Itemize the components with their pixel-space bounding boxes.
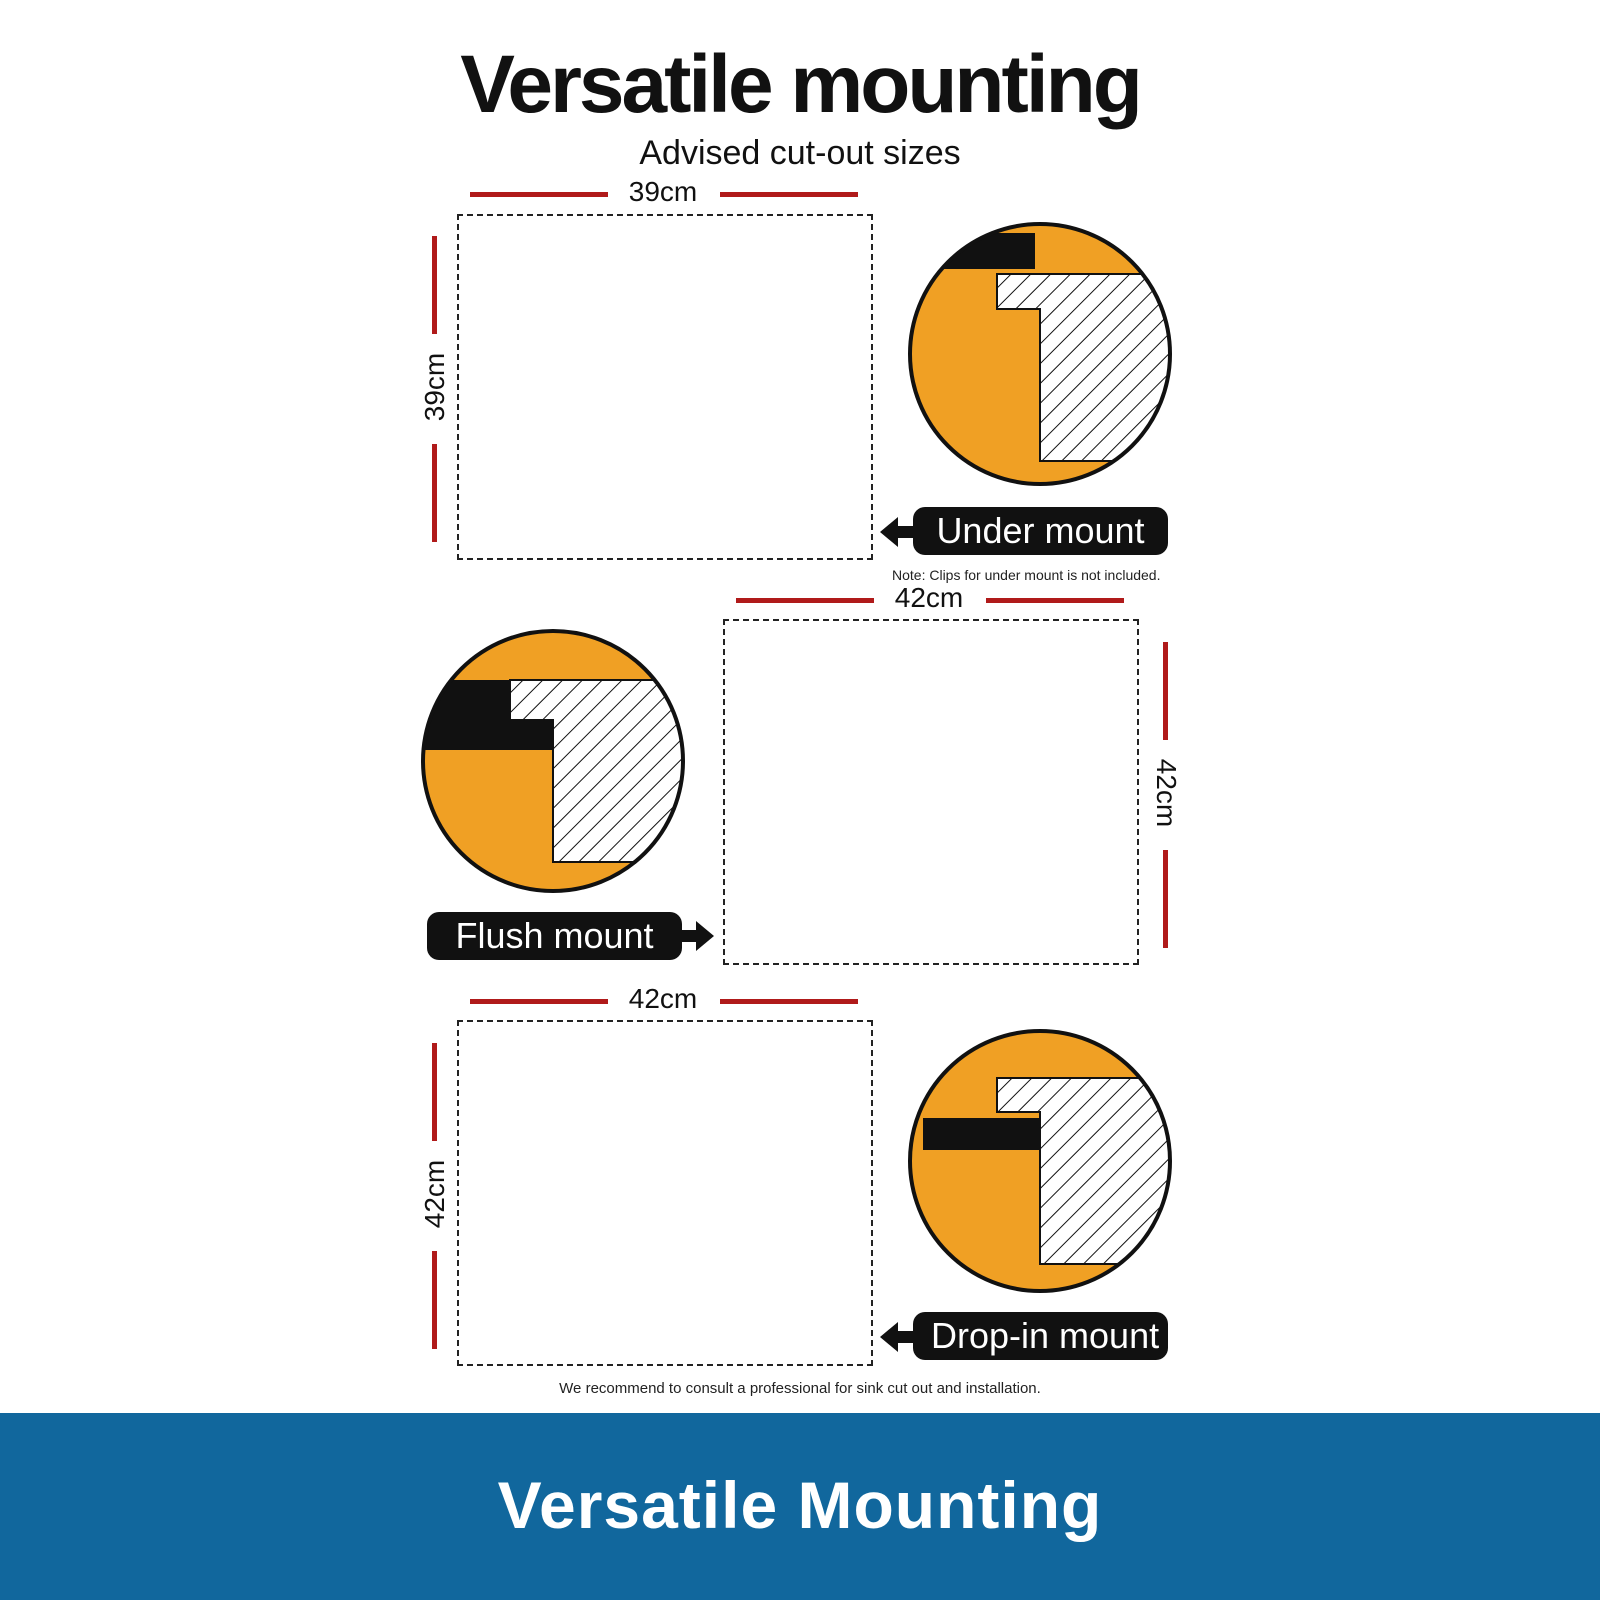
page-title: Versatile mounting: [460, 39, 1140, 130]
footer-title: Versatile Mounting: [497, 1468, 1103, 1542]
flush-mount-label: Flush mount: [427, 912, 682, 960]
under-mount-label: Under mount: [913, 507, 1168, 555]
height-dimension-line-top: [432, 1043, 437, 1141]
flush-mount-cutout-outline: [723, 619, 1139, 965]
height-dimension-line-top: [432, 236, 437, 334]
under-mount-cutout-outline: [457, 214, 873, 560]
height-dimension-line-bottom: [432, 444, 437, 542]
width-dimension-label: 42cm: [894, 582, 964, 613]
page-subtitle: Advised cut-out sizes: [639, 134, 961, 172]
drop-in-mount-detail-icon: [905, 1026, 1175, 1296]
width-dimension-line-right: [720, 192, 858, 197]
width-dimension-line-left: [470, 192, 608, 197]
width-dimension-line-right: [720, 999, 858, 1004]
drop-in-mount-label: Drop-in mount: [913, 1312, 1168, 1360]
width-dimension-line-right: [986, 598, 1124, 603]
width-dimension-line-left: [470, 999, 608, 1004]
height-dimension-label: 42cm: [419, 1159, 450, 1229]
width-dimension-label: 42cm: [628, 983, 698, 1014]
flush-mount-detail-icon: [418, 626, 688, 896]
footer-banner: [0, 1413, 1600, 1600]
height-dimension-label: 39cm: [419, 352, 450, 422]
width-dimension-line-left: [736, 598, 874, 603]
height-dimension-line-bottom: [432, 1251, 437, 1349]
arrow-right-icon: [672, 919, 714, 953]
width-dimension-label: 39cm: [628, 176, 698, 207]
height-dimension-line-bottom: [1163, 850, 1168, 948]
drop-in-mount-cutout-outline: [457, 1020, 873, 1366]
installation-recommendation: We recommend to consult a professional for sink cut out and installation.: [559, 1380, 1041, 1397]
height-dimension-label: 42cm: [1151, 758, 1182, 828]
under-mount-detail-icon: [905, 221, 1175, 491]
under-mount-note: Note: Clips for under mount is not included.: [892, 567, 1161, 583]
height-dimension-line-top: [1163, 642, 1168, 740]
